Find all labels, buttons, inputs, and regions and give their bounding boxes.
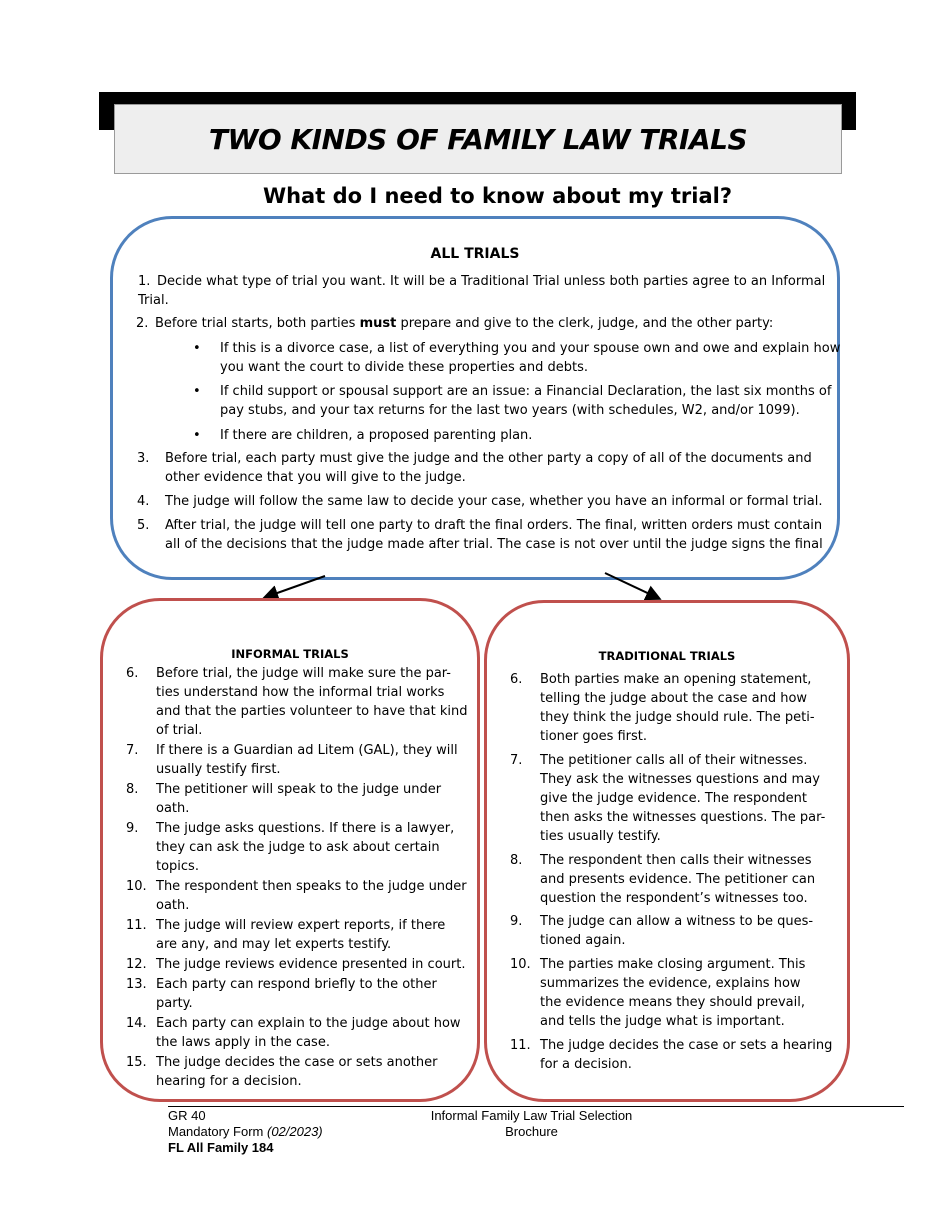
item-text-line: The parties make closing argument. This: [540, 957, 806, 973]
item-text-line: The judge can allow a witness to be ques-: [540, 914, 814, 930]
item-text-line: oath.: [156, 898, 190, 913]
document-title-line: Brochure: [505, 1124, 558, 1139]
item-number: 11.: [126, 918, 147, 933]
bullet-icon: •: [193, 384, 201, 399]
item-text-line: and tells the judge what is important.: [540, 1014, 785, 1030]
informal-trials-heading: INFORMAL TRIALS: [231, 647, 349, 661]
item-text-line: give the judge evidence. The respondent: [540, 790, 808, 806]
document-title-line: Informal Family Law Trial Selection: [430, 1108, 633, 1123]
item-number: 9.: [510, 914, 523, 930]
item-text-line: The judge asks questions. If there is a lawyer,: [156, 821, 455, 836]
item-text-line: Both parties make an opening statement,: [540, 672, 812, 687]
item-text-line: The judge reviews evidence presented in court.: [156, 957, 466, 972]
item-text-line: The petitioner will speak to the judge under: [156, 782, 442, 797]
item-number: 14.: [126, 1016, 147, 1031]
item-text-line: Decide what type of trial you want. It will be a Traditional Trial unless both parties agree to an Informal: [157, 274, 826, 289]
item-number: 6.: [510, 672, 523, 687]
document-title: [380, 1108, 683, 1140]
item-text-line: ties usually testify.: [540, 828, 661, 844]
item-text-part: Before trial starts, both parties: [155, 316, 360, 331]
item-text-line: The judge decides the case or sets another: [156, 1055, 438, 1070]
item-text-line: for a decision.: [540, 1057, 632, 1072]
item-number: 6.: [126, 666, 139, 681]
item-text-line: After trial, the judge will tell one party to draft the final orders. The final, written orders must contain: [165, 518, 823, 533]
item-number: 1.: [138, 274, 151, 289]
item-number: 12.: [126, 957, 147, 972]
item-text-line: ties understand how the informal trial works: [156, 685, 445, 700]
item-text-line: If there is a Guardian ad Litem (GAL), they will: [156, 743, 458, 758]
item-number: 15.: [126, 1055, 147, 1070]
item-text-line: The respondent then speaks to the judge under: [156, 879, 467, 894]
item-number: 7.: [126, 743, 139, 758]
item-number: 8.: [510, 852, 523, 868]
item-text-line: If child support or spousal support are an issue: a Financial Declaration, the last six months of: [220, 384, 832, 399]
item-text-line: tioned again.: [540, 933, 626, 949]
item-text-line: usually testify first.: [156, 762, 281, 777]
item-text-line: The petitioner calls all of their witnesses.: [540, 752, 808, 768]
item-text-line: Each party can explain to the judge about how: [156, 1016, 461, 1031]
item-text-line: of trial.: [156, 723, 203, 738]
item-text-line: Before trial, the judge will make sure the par-: [156, 666, 452, 681]
item-number: 4.: [137, 494, 150, 509]
item-text-line: tioner goes first.: [540, 729, 648, 744]
item-text-line: then asks the witnesses questions. The par-: [540, 809, 826, 825]
item-number: 2.: [136, 316, 149, 331]
item-text-line: the evidence means they should prevail,: [540, 995, 805, 1011]
item-text-line: they can ask the judge to ask about certain: [156, 840, 440, 855]
item-text-line: They ask the witnesses questions and may: [540, 771, 820, 787]
form-id: GR 40: [168, 1108, 206, 1123]
item-text-line: topics.: [156, 859, 199, 874]
footer-divider: [168, 1106, 904, 1107]
item-text-line: If this is a divorce case, a list of everything you and your spouse own and owe and explain how: [220, 341, 841, 356]
item-text-bold: must: [359, 316, 397, 331]
item-number: 5.: [137, 518, 150, 533]
item-text-line: are any, and may let experts testify.: [156, 937, 392, 952]
traditional-trials-heading: TRADITIONAL TRIALS: [598, 649, 736, 663]
item-text-line: they think the judge should rule. The peti-: [540, 710, 815, 725]
mandatory-label-text: Mandatory Form: [168, 1124, 267, 1139]
item-number: 10.: [510, 957, 531, 973]
item-text-line: question the respondent’s witnesses too.: [540, 890, 808, 906]
item-text-line: other evidence that you will give to the judge.: [165, 470, 466, 485]
item-text-line: you want the court to divide these properties and debts.: [220, 360, 589, 375]
item-number: 13.: [126, 977, 147, 992]
traditional-trials-box: [484, 600, 850, 1102]
item-text-line: pay stubs, and your tax returns for the last two years (with schedules, W2, and/or 1099).: [220, 403, 800, 418]
item-text-line: The judge decides the case or sets a hearing: [540, 1038, 833, 1053]
arrow-to-traditional: [605, 573, 658, 598]
item-text-line: and presents evidence. The petitioner can: [540, 871, 816, 887]
bullet-icon: •: [193, 341, 201, 356]
mandatory-form-label: [168, 1124, 323, 1140]
item-text-line: hearing for a decision.: [156, 1074, 302, 1089]
item-text-line: telling the judge about the case and how: [540, 691, 808, 706]
mandatory-date: (02/2023): [266, 1124, 323, 1139]
item-text-line: summarizes the evidence, explains how: [540, 976, 801, 992]
item-text-line: party.: [156, 996, 193, 1011]
all-trials-heading: ALL TRIALS: [430, 246, 520, 262]
item-number: 7.: [510, 752, 523, 768]
bullet-icon: •: [193, 428, 201, 443]
item-number: 11.: [510, 1038, 531, 1053]
page-subtitle: What do I need to know about my trial?: [262, 184, 733, 208]
item-text-line: The respondent then calls their witnesses: [540, 852, 812, 868]
arrow-to-informal: [266, 576, 325, 597]
item-text-line: the laws apply in the case.: [156, 1035, 330, 1050]
item-number: 10.: [126, 879, 147, 894]
item-text-line: Each party can respond briefly to the other: [156, 977, 437, 992]
item-text-line: The judge will review expert reports, if there: [156, 918, 446, 933]
item-number: 9.: [126, 821, 139, 836]
item-text-line: The judge will follow the same law to decide your case, whether you have an informal or formal trial.: [165, 494, 823, 509]
informal-trials-box: [100, 598, 480, 1102]
item-text-line: oath.: [156, 801, 190, 816]
item-number: 3.: [137, 451, 150, 466]
item-text-part: prepare and give to the clerk, judge, and the other party:: [396, 316, 774, 331]
fl-code: FL All Family 184: [168, 1140, 274, 1155]
item-text-line: all of the decisions that the judge made after trial. The case is not over until the judge signs the final: [165, 537, 823, 552]
item-text-line: Trial.: [138, 293, 169, 308]
item-text-line: and that the parties volunteer to have that kind: [156, 704, 468, 719]
item-text-line: Before trial, each party must give the judge and the other party a copy of all of the documents and: [165, 451, 812, 466]
page-title: TWO KINDS OF FAMILY LAW TRIALS: [208, 122, 748, 156]
item-text-line: If there are children, a proposed parenting plan.: [220, 428, 533, 443]
item-number: 8.: [126, 782, 139, 797]
